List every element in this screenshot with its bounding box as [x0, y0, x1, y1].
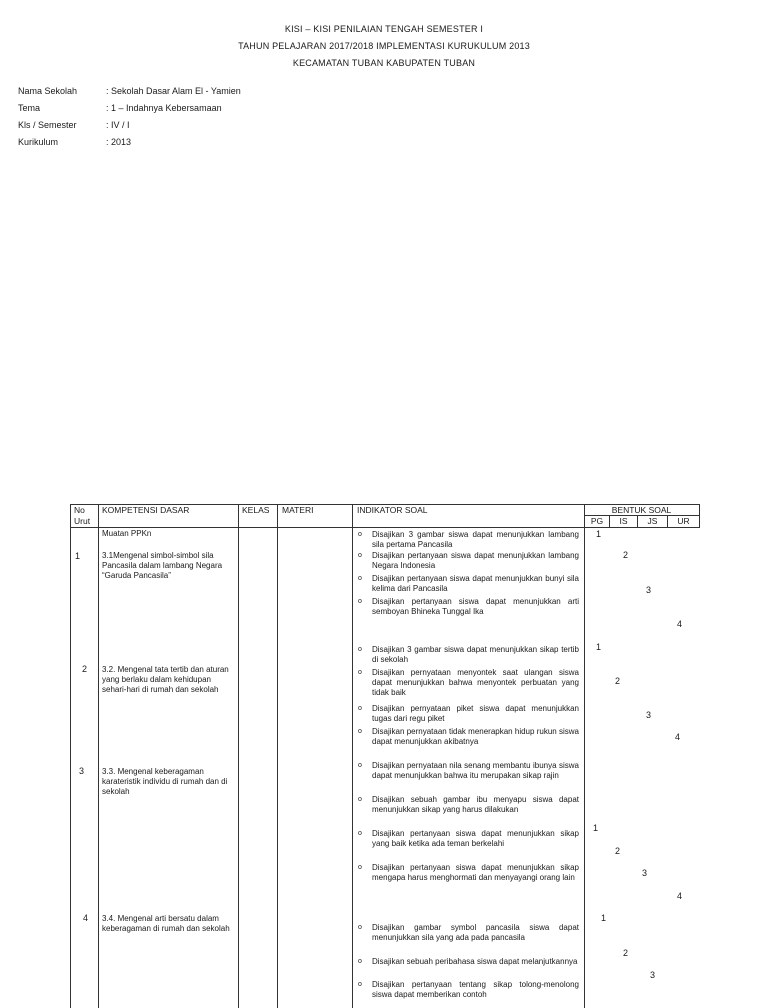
col-border: [699, 504, 700, 528]
col-border: [352, 504, 353, 1008]
indikator-item: o Disajikan pernyataan nila senang membantu ibunya siswa dapat menunjukkan bahwa itu merupakan sikap rajin: [372, 761, 579, 781]
kompetensi-dasar: 3.3. Mengenal keberagaman karateristik individu di rumah dan di sekolah: [102, 767, 228, 796]
col-border: [70, 504, 71, 1008]
indikator-item: o Disajikan 3 gambar siswa dapat menunjukkan sikap tertib di sekolah: [372, 645, 579, 665]
score-js: 3: [646, 585, 652, 595]
row-number: 2: [82, 664, 88, 674]
score-ur: 4: [677, 619, 683, 629]
info-label-class: Kls / Semester: [18, 120, 77, 130]
info-value-curriculum: : 2013: [106, 137, 132, 147]
header-bentuk-soal: BENTUK SOAL: [611, 505, 672, 515]
header-kelas: KELAS: [242, 505, 270, 515]
indikator-item: o Disajikan gambar symbol pancasila siswa dapat menunjukkan sila yang ada pada pancasila: [372, 923, 579, 943]
score-is: 2: [623, 948, 629, 958]
indikator-item: o Disajikan pertanyaan siswa dapat menunjukkan lambang Negara Indonesia: [372, 551, 579, 571]
kompetensi-dasar: 3.1Mengenal simbol-simbol sila Pancasila dalam lambang Negara “Garuda Pancasila”: [102, 551, 223, 580]
indikator-item: o Disajikan pertanyaan siswa dapat menunjukkan sikap mengapa harus menghormati dan menyayangi orang lain: [372, 863, 579, 883]
doc-title-line3: KECAMATAN TUBAN KABUPATEN TUBAN: [292, 58, 476, 68]
row-number: 4: [83, 913, 89, 923]
info-label-school: Nama Sekolah: [18, 86, 78, 96]
doc-title-line2: TAHUN PELAJARAN 2017/2018 IMPLEMENTASI KURUKULUM 2013: [238, 41, 530, 51]
indikator-item: o Disajikan pertanyaan siswa dapat menunjukkan sikap yang baik ketika ada teman berkelahi: [372, 829, 579, 849]
header-no: No: [74, 505, 85, 515]
score-ur: 4: [677, 891, 683, 901]
col-border: [98, 504, 99, 1008]
score-ur: 4: [675, 732, 681, 742]
header-indikator: INDIKATOR SOAL: [357, 505, 428, 515]
header-materi: MATERI: [282, 505, 314, 515]
header-kompetensi-dasar: KOMPETENSI DASAR: [102, 505, 190, 515]
col-border: [238, 504, 239, 1008]
row-number: 3: [79, 766, 85, 776]
score-is: 2: [615, 846, 621, 856]
indikator-item: o Disajikan sebuah gambar ibu menyapu siswa dapat menunjukkan sikap yang harus dilakukan: [372, 795, 579, 815]
row-number: 1: [75, 551, 81, 561]
header-urut: Urut: [74, 516, 91, 526]
table-border-header-bottom: [70, 527, 699, 528]
indikator-item: o Disajikan pernyataan menyontek saat ulangan siswa dapat menunjukkan bahwa menyontek perbuatan yang tidak baik: [372, 668, 579, 698]
header-ur: UR: [677, 516, 690, 526]
score-js: 3: [642, 868, 648, 878]
col-border: [584, 504, 585, 1008]
info-value-class: : IV / I: [106, 120, 130, 130]
info-value-school: : Sekolah Dasar Alam El - Yamien: [106, 86, 241, 96]
header-js: JS: [647, 516, 658, 526]
score-pg: 1: [596, 642, 602, 652]
kompetensi-dasar: 3.4. Mengenal arti bersatu dalam keberagaman di rumah dan sekolah: [102, 914, 230, 933]
score-pg: 1: [601, 913, 607, 923]
header-is: IS: [619, 516, 628, 526]
indikator-item: o Disajikan pertanyaan tentang sikap tolong-menolong siswa dapat memberikan contoh: [372, 980, 579, 1000]
indikator-item: o Disajikan pertanyaan siswa dapat menunjukkan arti semboyan Bhineka Tunggal Ika: [372, 597, 579, 617]
doc-title-line1: KISI – KISI PENILAIAN TENGAH SEMESTER I: [284, 24, 484, 34]
indikator-item: o Disajikan pernyataan tidak menerapkan hidup rukun siswa dapat menunjukkan akibatnya: [372, 727, 579, 747]
indikator-item: o Disajikan 3 gambar siswa dapat menunjukkan lambang sila pertama Pancasila: [372, 530, 579, 550]
kompetensi-dasar: 3.2. Mengenal tata tertib dan aturan yang berlaku dalam kehidupan sehari-hari di rumah dan sekolah: [102, 665, 229, 694]
score-pg: 1: [596, 529, 602, 539]
info-value-theme: : 1 – Indahnya Kebersamaan: [106, 103, 222, 113]
score-js: 3: [646, 710, 652, 720]
info-label-curriculum: Kurikulum: [18, 137, 59, 147]
col-border: [277, 504, 278, 1008]
indikator-item: o Disajikan pertanyaan siswa dapat menunjukkan bunyi sila kelima dari Pancasila: [372, 574, 579, 594]
info-label-theme: Tema: [18, 103, 41, 113]
header-pg: PG: [590, 516, 604, 526]
score-is: 2: [615, 676, 621, 686]
indikator-item: o Disajikan pernyataan piket siswa dapat menunjukkan tugas dari regu piket: [372, 704, 579, 724]
section-label: Muatan PPKn: [102, 529, 152, 538]
score-js: 3: [650, 970, 656, 980]
score-is: 2: [623, 550, 629, 560]
score-pg: 1: [593, 823, 599, 833]
indikator-item: o Disajikan sebuah peribahasa siswa dapat melanjutkannya: [372, 957, 579, 967]
